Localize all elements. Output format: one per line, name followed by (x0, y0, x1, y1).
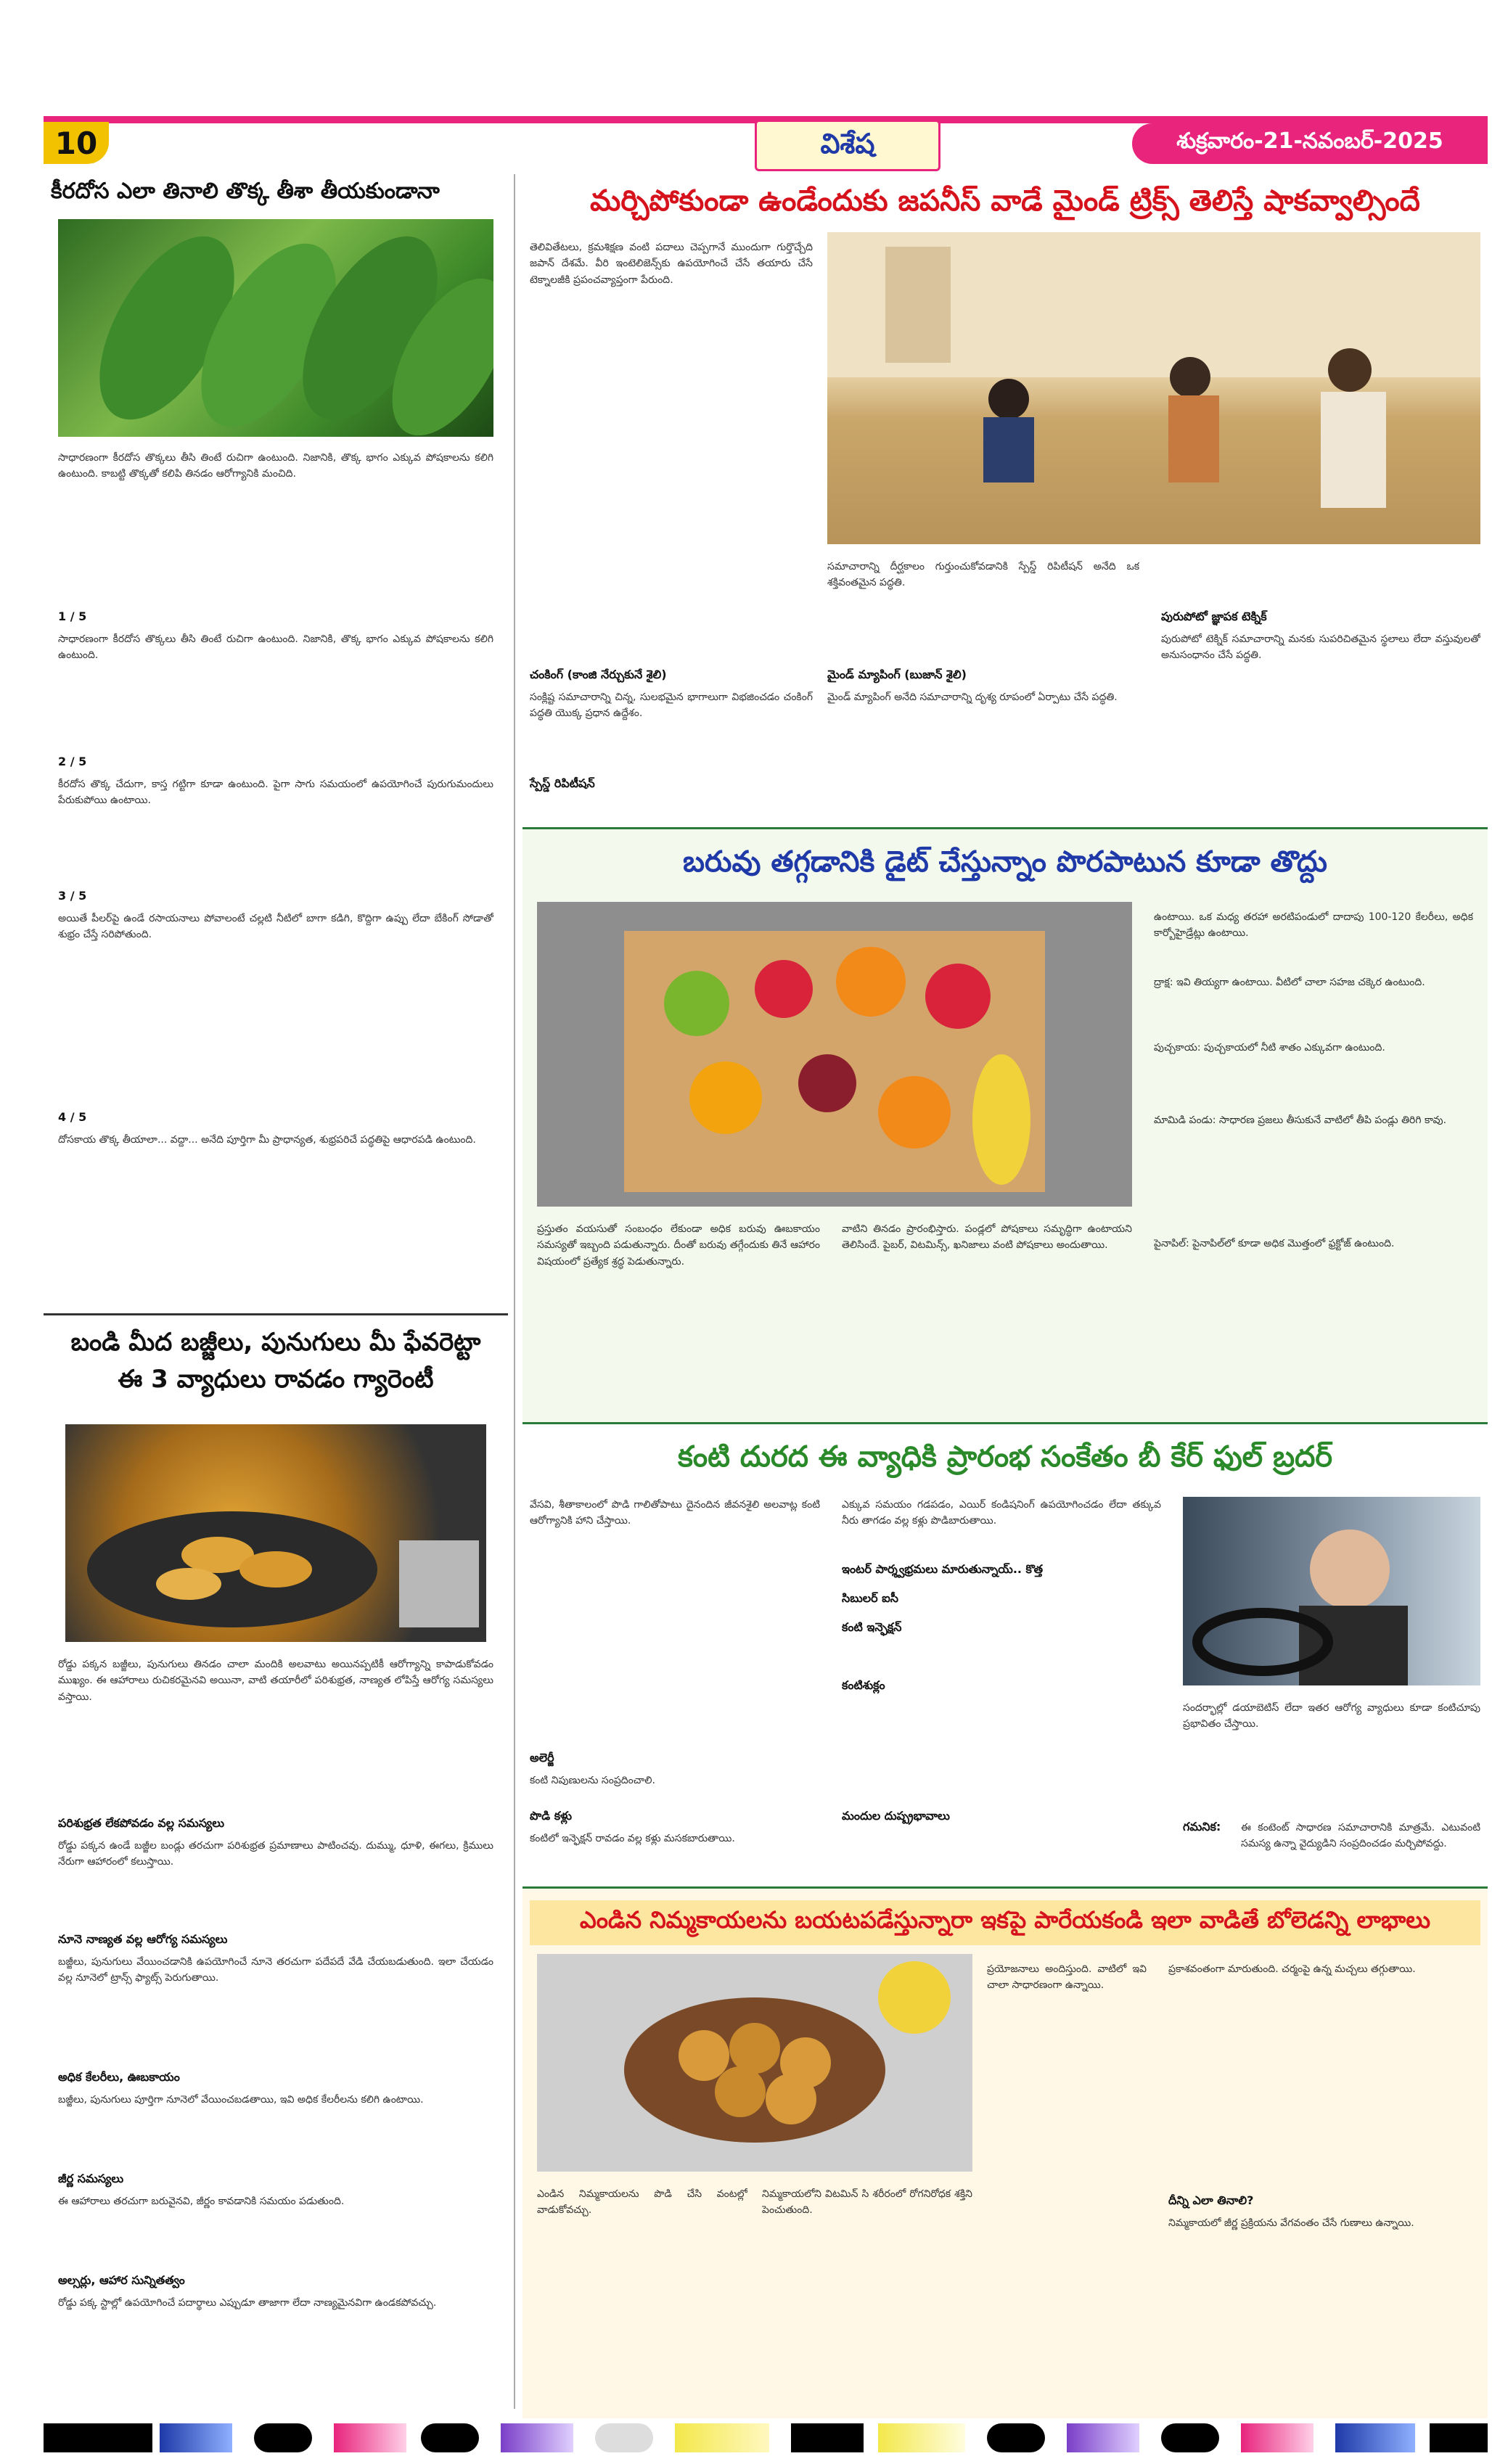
japanese-p3: సమాచారాన్ని దీర్ఘకాలం గుర్తుంచుకోవడానికి స్పేస్డ్ రిపిటీషన్ అనేది ఒక శక్తివంతమైన పద్ధతి. (827, 561, 1139, 589)
bajji-photo (65, 1424, 486, 1642)
japanese-subhead-2: స్పేస్డ్ రిపిటీషన్ (530, 776, 595, 790)
cucumber-article (44, 174, 508, 1321)
cucumber-p4: అయితే పీలర్‌పై ఉండే రసాయనాలు పోవాలంటే చల్లటి నీటిలో బాగా కడిగి, కొద్దిగా ఉప్పు లేదా బేకింగ్ సోడాతో శుభ్రం చేస్తే సరిపోతుంది. (58, 913, 493, 941)
cucumber-headline: కీరదోస ఎలా తినాలి తొక్క తీశా తీయకుండానా (51, 178, 440, 204)
japanese-p4: మైండ్ మ్యాపింగ్ అనేది సమాచారాన్ని దృశ్య రూపంలో ఏర్పాటు చేసే పద్ధతి. (827, 691, 1118, 703)
swatch-yellow-2 (878, 2423, 965, 2452)
bajji-p4: బజ్జీలు, పునుగులు పూర్తిగా నూనెలో వేయించబడతాయి, ఇవి అధిక కేలరీలను కలిగి ఉంటాయి. (58, 2094, 424, 2106)
diet-p7: పైనాపిల్: పైనాపిల్‌లో కూడా అధిక మొత్తంలో ఫ్రక్టోజ్ ఉంటుంది. (1154, 1238, 1395, 1249)
eye-p3: కంటిలో ఇన్ఫెక్షన్ రావడం వల్ల కళ్లు మసకబారుతాయి. (530, 1833, 735, 1844)
eye-p4: ఎక్కువ సమయం గడపడం, ఎయిర్ కండిషనింగ్ ఉపయోగించడం లేదా తక్కువ నీరు తాగడం వల్ల కళ్లు పొడిబారుతాయి. (842, 1499, 1161, 1527)
brand-logo (755, 120, 940, 171)
swatch-gray (595, 2423, 653, 2452)
page-number: 10 (44, 122, 109, 164)
swatch-purple-2 (1067, 2423, 1139, 2452)
bajji-p2: రోడ్డు పక్కన ఉండే బజ్జీల బండ్లు తరచుగా పరిశుభ్రత ప్రమాణాలు పాటించవు. దుమ్ము, ధూళి, ఈగలు, క్రిములు నేరుగా ఆహారంలో కలుస్తాయి. (58, 1840, 493, 1868)
swatch-black-6 (1161, 2423, 1219, 2452)
japanese-subhead-4: పురుపోటో జ్ఞాపక టెక్నిక్ (1161, 609, 1267, 623)
column-rule (514, 174, 515, 2409)
eye-article (522, 1422, 1488, 1889)
cucumber-subhead-3: 3 / 5 (58, 889, 87, 903)
japanese-subhead-3: మైండ్ మ్యాపింగ్ (బుజాన్ శైలి) (827, 668, 967, 681)
people-kneeling-illustration (827, 232, 1480, 544)
diet-p3: ఉంటాయి. ఒక మధ్య తరహా అరటిపండులో దాదాపు 100-120 కేలరీలు, అధిక కార్బోహైడ్రేట్లు ఉంటాయి. (1154, 911, 1473, 940)
eye-photo (1183, 1497, 1480, 1685)
lemon-p4: ఎండిన నిమ్మకాయలను పొడి చేసి వంటల్లో వాడుకోవచ్చు. (537, 2188, 747, 2217)
bajji-subhead-3: అధిక కేలరీలు, ఊబకాయం (58, 2070, 180, 2084)
lemon-subhead-1: దీన్ని ఎలా తినాలి? (1168, 2193, 1254, 2207)
swatch-yellow (675, 2423, 769, 2452)
cucumber-illustration (58, 219, 493, 437)
eye-subhead-1: ఇంటర్ పార్శ్వభ్రమలు మారుతున్నాయ్.. కొత్త (842, 1562, 1044, 1576)
cucumber-p3: కీరదోస తొక్క చేదుగా, కాస్త గట్టిగా కూడా ఉంటుంది. పైగా సాగు సమయంలో ఉపయోగించే పురుగుమందులు పేరుకుపోయి ఉంటాయి. (58, 779, 493, 807)
swatch-black-2 (254, 2423, 312, 2452)
dried-lemon-illustration (537, 1954, 972, 2172)
cucumber-p2: సాధారణంగా కీరదోస తొక్కలు తీసి తింటే రుచిగా ఉంటుంది. నిజానికి, తొక్క భాగం ఎక్కువ పోషకాలను కలిగి ఉంటుంది. (58, 633, 493, 662)
bajji-article (44, 1313, 508, 2404)
cucumber-p5: దోసకాయ తొక్క తీయాలా... వద్దా... అనేది పూర్తిగా మీ ప్రాధాన్యత, శుభ్రపరిచే పద్ధతిపై ఆధారపడి ఉంటుంది. (58, 1134, 476, 1146)
lemon-article (522, 1886, 1488, 2418)
eye-subhead-2: సిబులర్ ఐసీ (842, 1591, 899, 1605)
bajji-subhead-1: పరిశుభ్రత లేకపోవడం వల్ల సమస్యలు (58, 1816, 225, 1830)
swatch-pink-2 (1241, 2423, 1313, 2452)
eye-subhead-note: గమనిక: (1183, 1820, 1221, 1833)
swatch-black-3 (421, 2423, 479, 2452)
swatch-blue-2 (1335, 2423, 1415, 2452)
eye-headline: కంటి దురద ఈ వ్యాధికి ప్రారంభ సంకేతం బీ కేర్ ఫుల్ బ్రదర్ (677, 1440, 1333, 1474)
swatch-black (44, 2423, 152, 2452)
bajji-subhead-4: జీర్ణ సమస్యలు (58, 2172, 124, 2185)
bajji-p5: ఈ ఆహారాలు తరచుగా బరువైనవి, జీర్ణం కావడానికి సమయం పడుతుంది. (58, 2196, 345, 2207)
cucumber-subhead-2: 2 / 5 (58, 755, 87, 768)
diet-p5: పుచ్చకాయ: పుచ్చకాయలో నీటి శాతం ఎక్కువగా ఉంటుంది. (1154, 1042, 1385, 1054)
diet-p2: వాటిని తినడం ప్రారంభిస్తారు. పండ్లలో పోషకాలు సమృద్ధిగా ఉంటాయని తెలిసిందే. పైబర్, విటమిన్స్, ఖనిజాలు వంటి పోషకాలు అందుతాయి. (842, 1223, 1132, 1252)
eye-subhead-4: కంటిశుక్లం (842, 1678, 885, 1692)
man-rubbing-eyes-illustration (1183, 1497, 1480, 1685)
eye-p6: ఈ కంటెంట్ సాధారణ సమాచారానికి మాత్రమే. ఎటువంటి సమస్య ఉన్నా వైద్యుడిని సంప్రదించడం మర్చిపోవద్దు. (1241, 1822, 1480, 1850)
eye-p2: కంటి నిపుణులను సంప్రదించాలి. (530, 1775, 655, 1786)
eye-p5: సందర్భాల్లో డయాబెటిస్ లేదా ఇతర ఆరోగ్య వ్యాధులు కూడా కంటిచూపు ప్రభావితం చేస్తాయి. (1183, 1702, 1480, 1730)
eye-subhead-dry: పొడి కళ్లు (530, 1809, 572, 1823)
lemon-photo (537, 1954, 972, 2172)
lemon-p1: ప్రయోజనాలు అందిస్తుంది. వాటిలో ఇవి చాలా సాధారణంగా ఉన్నాయి. (987, 1963, 1147, 1992)
cucumber-subhead-1: 1 / 5 (58, 609, 87, 623)
swatch-black-5 (987, 2423, 1045, 2452)
bajji-subhead-5: అల్సర్లు, ఆహార సున్నితత్వం (58, 2273, 185, 2287)
fruit-basket-illustration (537, 902, 1132, 1207)
japanese-subhead-1: చంకింగ్ (కాంజి నేర్చుకునే శైలి) (530, 668, 667, 681)
japanese-photo (827, 232, 1480, 544)
japanese-p2: సంక్లిష్ట సమాచారాన్ని చిన్న, సులభమైన భాగాలుగా విభజించడం చంకింగ్ పద్ధతి యొక్క ప్రధాన ఉద్దేశం. (530, 691, 813, 720)
swatch-black-4 (791, 2423, 864, 2452)
japanese-p5: పురుపోటో టెక్నిక్ సమాచారాన్ని మనకు సుపరిచితమైన స్థలాలు లేదా వస్తువులతో అనుసంధానం చేసే పద్ధతి. (1161, 633, 1480, 662)
bajji-subhead-2: నూనె నాణ్యత వల్ల ఆరోగ్య సమస్యలు (58, 1932, 228, 1946)
diet-article (522, 827, 1488, 1424)
frying-pan-illustration (65, 1424, 486, 1642)
diet-p1: ప్రస్తుతం వయసుతో సంబంధం లేకుండా అధిక బరువు ఊబకాయం సమస్యతో ఇబ్బంది పడుతున్నారు. దీంతో బరువు తగ్గేందుకు తినే ఆహారం విషయంలో ప్రత్యేక శ్రద్ధ పెడుతున్నారు. (537, 1223, 820, 1268)
diet-fruit-photo (537, 902, 1132, 1207)
diet-headline: బరువు తగ్గడానికి డైట్ చేస్తున్నాం పొరపాటున కూడా తొద్దు (682, 845, 1328, 879)
lemon-p5: నిమ్మకాయలోని విటమిన్ సి శరీరంలో రోగనిరోధక శక్తిని పెంచుతుంది. (762, 2188, 972, 2217)
japanese-article (522, 174, 1488, 827)
swatch-purple (501, 2423, 573, 2452)
bajji-p3: బజ్జీలు, పునుగులు వేయించడానికి ఉపయోగించే నూనె తరచుగా పదేపదే వేడి చేయబడుతుంది. ఇలా చేయడం వల్ల నూనెలో ట్రాన్స్ ఫ్యాట్స్ పెరుగుతాయి. (58, 1956, 493, 1984)
lemon-p2: ప్రకాశవంతంగా మారుతుంది. చర్మంపై ఉన్న మచ్చలు తగ్గుతాయి. (1168, 1963, 1416, 1975)
japanese-headline: మర్చిపోకుండా ఉండేందుకు జపనీస్ వాడే మైండ్ ట్రిక్స్ తెలిస్తే షాకవ్వాల్సిందే (590, 184, 1420, 218)
eye-p1: వేసవి, శీతాకాలంలో పొడి గాలితోపాటు దైనందిన జీవనశైలి అలవాట్ల కంటి ఆరోగ్యానికి హాని చేస్తాయి. (530, 1499, 820, 1527)
brand-name: విశేష (820, 128, 875, 160)
lemon-headline: ఎండిన నిమ్మకాయలను బయటపడేస్తున్నారా ఇకపై పారేయకండి ఇలా వాడితే బోలెడన్ని లాభాలు (530, 1900, 1480, 1945)
swatch-black-7 (1430, 2423, 1488, 2452)
cucumber-p1: సాధారణంగా కీరదోస తొక్కలు తీసి తింటే రుచిగా ఉంటుంది. నిజానికి, తొక్క భాగం ఎక్కువ పోషకాలను కలిగి ఉంటుంది. కాబట్టి తొక్కతో కలిపి తినడం ఆరోగ్యానికి మంచిది. (58, 452, 493, 480)
japanese-p1: తెలివితేటలు, క్రమశిక్షణ వంటి పదాలు చెప్పగానే ముందుగా గుర్తొచ్చేది జపాన్ దేశమే. వీరి ఇంటెలిజెన్స్‌కు ఉపయోగించే చేసే తయారు చేసే టెక్నాలజీకి ప్రపంచవ్యాప్తంగా పేరుంది. (530, 242, 813, 286)
color-calibration-bar (44, 2423, 1488, 2452)
swatch-pink (334, 2423, 406, 2452)
eye-subhead-3: కంటి ఇన్ఫెక్షన్ (842, 1620, 902, 1634)
swatch-blue (160, 2423, 232, 2452)
diet-p4: ద్రాక్ష: ఇవి తియ్యగా ఉంటాయి. వీటిలో చాలా సహజ చక్కెర ఉంటుంది. (1154, 977, 1425, 988)
eye-subhead-6: మందుల దుష్ప్రభావాలు (842, 1809, 950, 1823)
diet-p6: మామిడి పండు: సాధారణ ప్రజలు తీసుకునే వాటిలో తీపి పండ్లు తిరిగి కావు. (1154, 1114, 1447, 1126)
bajji-headline: బండి మీద బజ్జీలు, పునుగులు మీ ఫేవరెట్టా ఈ 3 వ్యాధులు రావడం గ్యారెంటీ (70, 1328, 481, 1394)
cucumber-photo (58, 219, 493, 437)
lemon-p3: నిమ్మకాయలో జీర్ణ ప్రక్రియను వేగవంతం చేసే గుణాలు ఉన్నాయి. (1168, 2217, 1414, 2229)
eye-subhead-allergy: అలెర్జీ (530, 1751, 554, 1765)
issue-date: శుక్రవారం-21-నవంబర్-2025 (1132, 123, 1488, 164)
bajji-p6: రోడ్డు పక్క స్టాల్లో ఉపయోగించే పదార్థాలు ఎప్పుడూ తాజాగా లేదా నాణ్యమైనవిగా ఉండకపోవచ్చు. (58, 2297, 437, 2309)
bajji-p1: రోడ్డు పక్కన బజ్జీలు, పునుగులు తినడం చాలా మందికి అలవాటు అయినప్పటికీ ఆరోగ్యాన్ని కాపాడుకోవడం ముఖ్యం. ఈ ఆహారాలు రుచికరమైనవి అయినా, వాటి తయారీలో పరిశుభ్రత, నాణ్యత లోపిస్తే ఆరోగ్య సమస్యలు వస్తాయి. (58, 1659, 493, 1703)
cucumber-subhead-4: 4 / 5 (58, 1110, 87, 1124)
